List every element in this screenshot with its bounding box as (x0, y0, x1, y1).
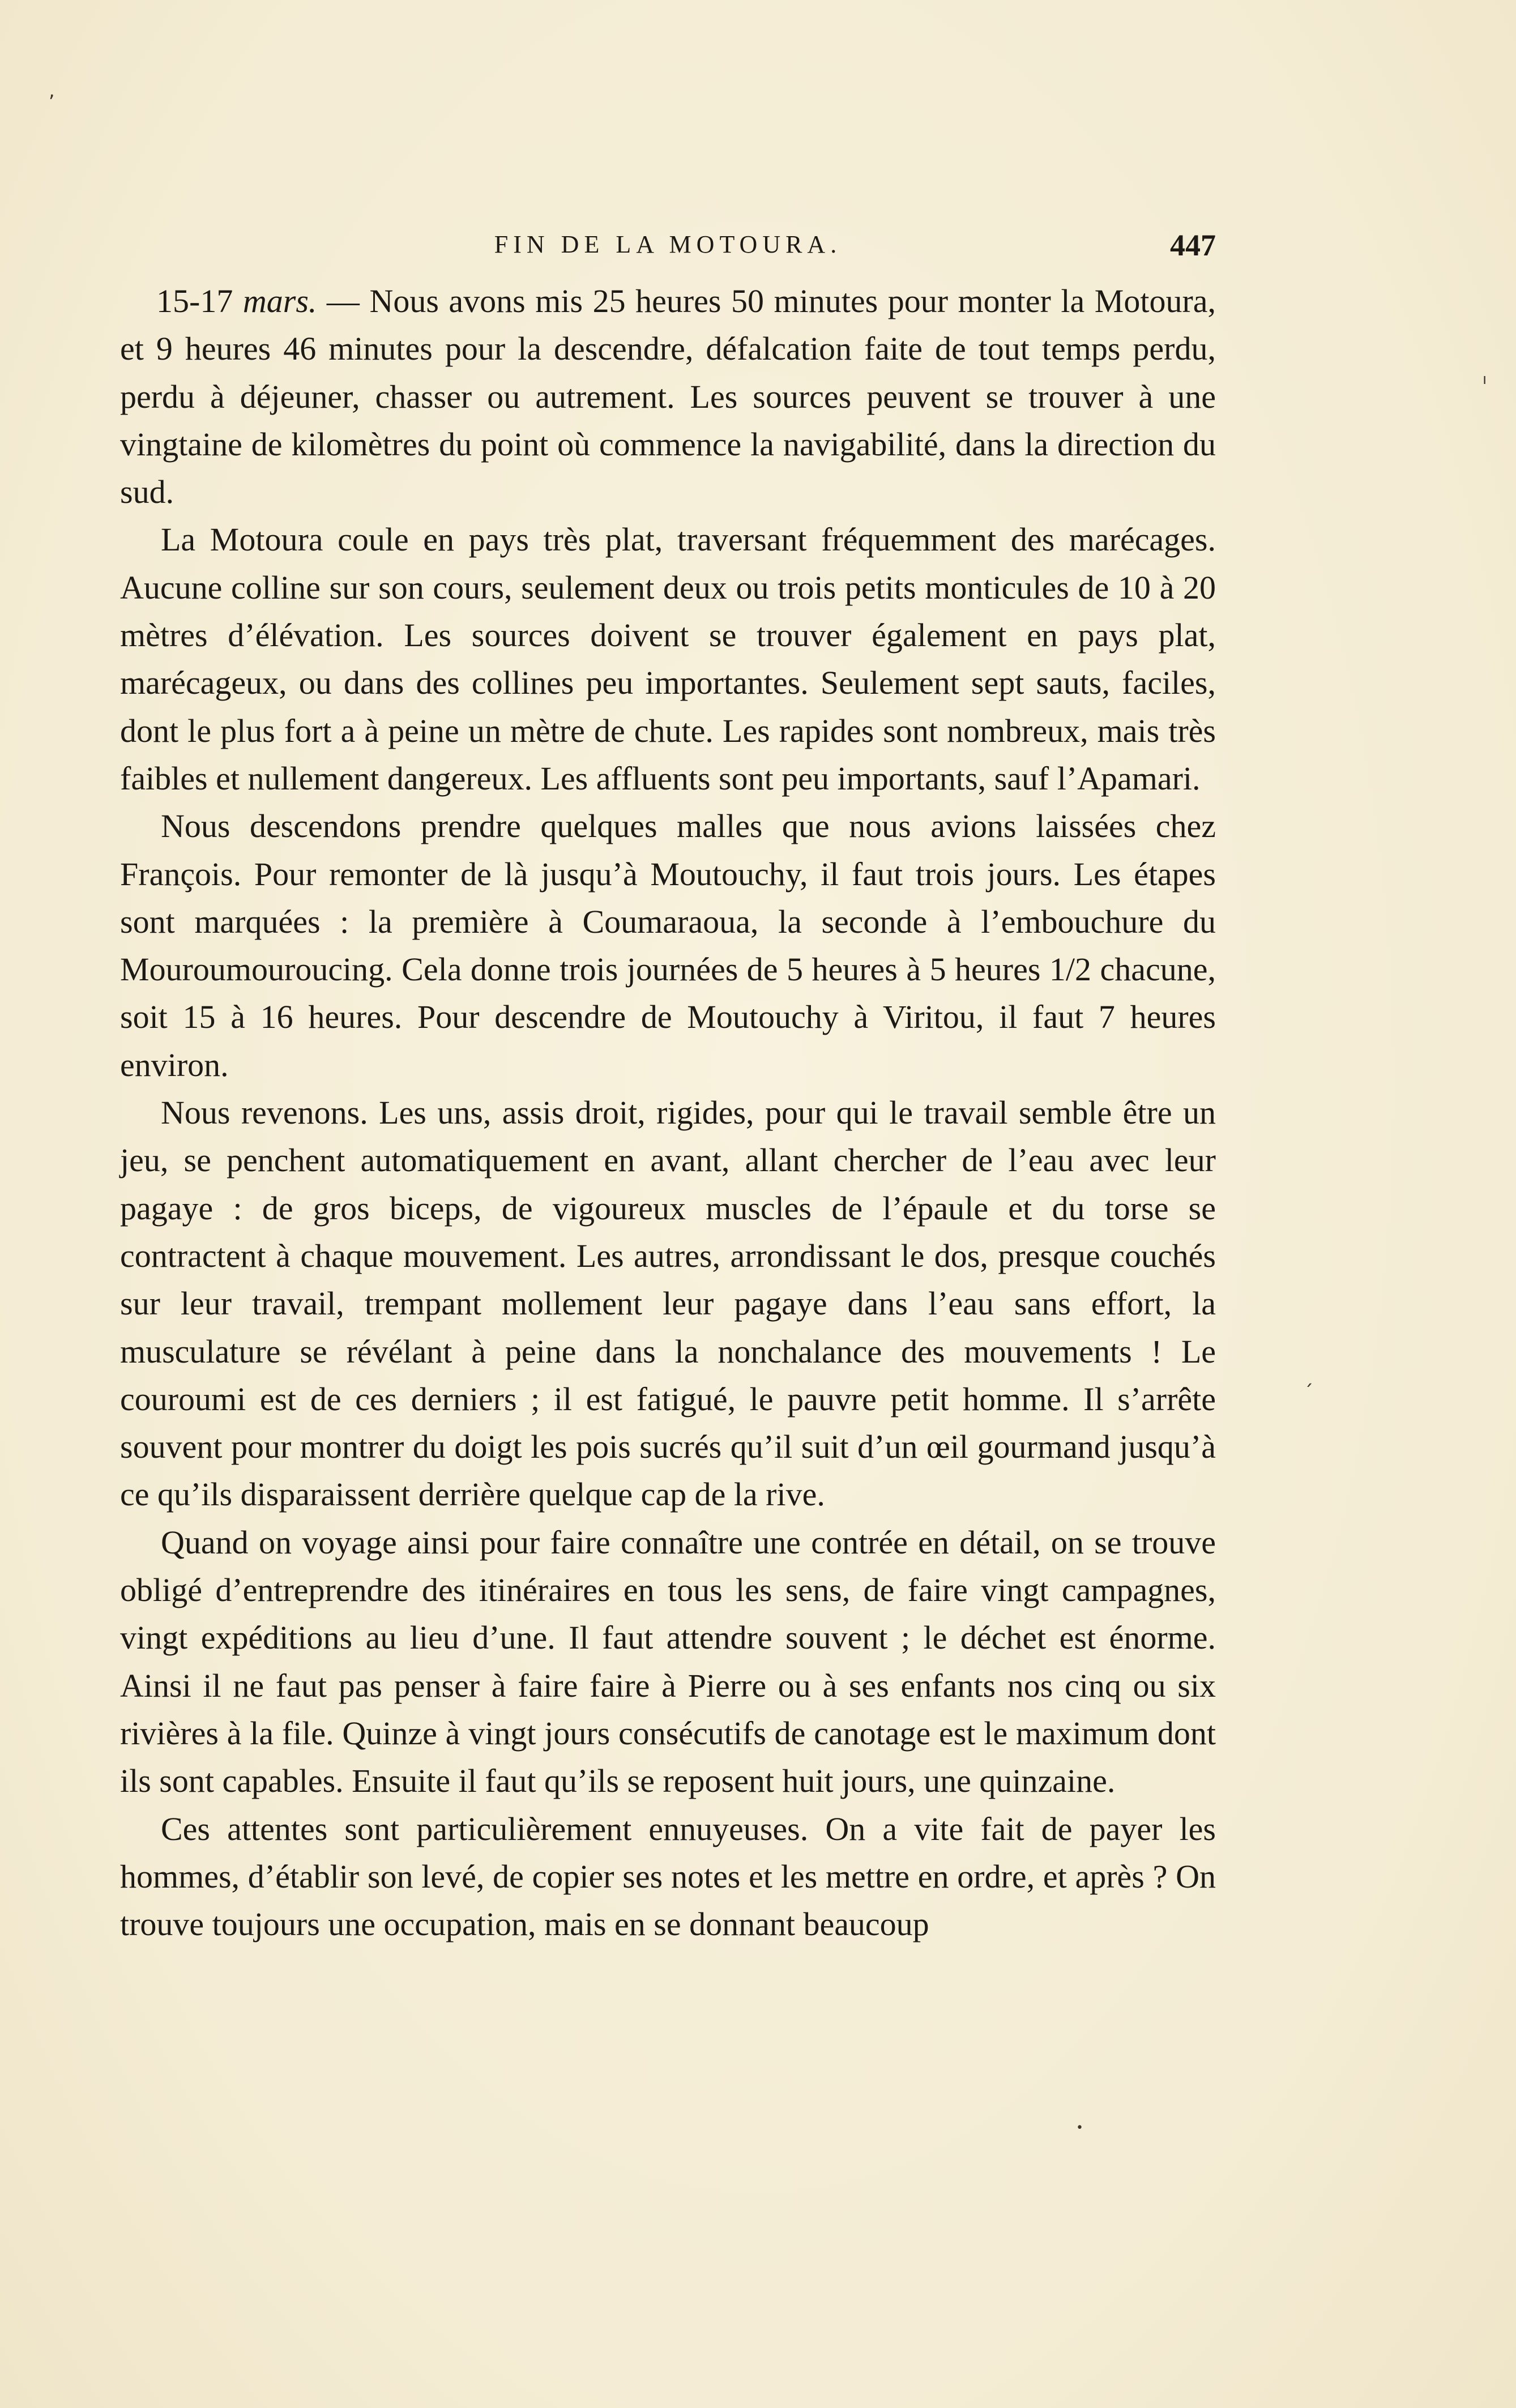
stray-mark: ˏ (1304, 1365, 1313, 1387)
running-header (120, 227, 1216, 266)
stray-mark: • (1076, 2121, 1083, 2135)
entry-month: mars. (242, 283, 317, 319)
paragraph: Quand on voyage ainsi pour faire connaître une contrée en détail, on se trouve obligé d’entreprendre des itinéraires en tous les sens, de faire vingt campagnes, vingt expéditions au lieu d’une. Il faut attendre souvent ; le déchet est énorme. Ainsi il ne faut pas penser à faire faire à Pierre ou à ses enfants nos cinq ou six rivières à la file. Quinze à vingt jours consécutifs de canotage est le maximum dont ils sont capables. Ensuite il faut qu’ils se reposent huit jours, une quinzaine. (120, 1523, 1216, 1800)
body-text (120, 277, 1216, 1948)
running-title: FIN DE LA MOTOURA. (494, 230, 842, 258)
paragraph: Ces attentes sont particulièrement ennuyeuses. On a vite fait de payer les hommes, d’établir son levé, de copier ses notes et les mettre en ordre, et après ? On trouve toujours une occupation, mais en se donnant beaucoup (120, 1810, 1216, 1943)
paragraph-text: — Nous avons mis 25 heures 50 minutes pour monter la Motoura, et 9 heures 46 minutes pour la descendre, défalcation faite de tout temps perdu, perdu à déjeuner, chasser ou autrement. Les sources peuvent se trouver à une vingtaine de kilomètres du point où commence la navigabilité, dans la direction du sud. (120, 283, 1216, 511)
stray-mark: , (49, 79, 55, 102)
entry-date: 15-17 (156, 283, 233, 319)
page-number: 447 (1170, 228, 1216, 262)
stray-mark: ı (1483, 371, 1487, 388)
paragraph: Nous revenons. Les uns, assis droit, rigides, pour qui le travail semble être un jeu, se penchent automatiquement en avant, allant chercher de l’eau avec leur pagaye : de gros biceps, de vigoureux muscles de l’épaule et du torse se contractent à chaque mouvement. Les autres, arrondissant le dos, presque couchés sur leur travail, trempant mollement leur pagaye dans l’eau sans effort, la musculature se révélant à peine dans la nonchalance des mouvements ! Le couroumi est de ces derniers ; il est fatigué, le pauvre petit homme. Il s’arrête souvent pour montrer du doigt les pois sucrés qu’il suit d’un œil gourmand jusqu’à ce qu’ils disparaissent derrière quelque cap de la rive. (120, 1094, 1216, 1513)
paragraph: Nous descendons prendre quelques malles que nous avions laissées chez François. Pour remonter de là jusqu’à Moutouchy, il faut trois jours. Les étapes sont marquées : la première à Coumaraoua, la seconde à l’embouchure du Mouroumouroucing. Cela donne trois journées de 5 heures à 5 heures 1/2 chacune, soit 15 à 16 heures. Pour descendre de Moutouchy à Viritou, il faut 7 heures environ. (120, 808, 1216, 1083)
paragraph (120, 277, 1216, 516)
paragraph: La Motoura coule en pays très plat, traversant fréquemment des marécages. Aucune colline sur son cours, seulement deux ou trois petits monticules de 10 à 20 mètres d’élévation. Les sources doivent se trouver également en pays plat, marécageux, ou dans des collines peu importantes. Seulement sept sauts, faciles, dont le plus fort a à peine un mètre de chute. Les rapides sont nombreux, mais très faibles et nullement dangereux. Les affluents sont peu importants, sauf l’Apamari. (120, 521, 1216, 797)
